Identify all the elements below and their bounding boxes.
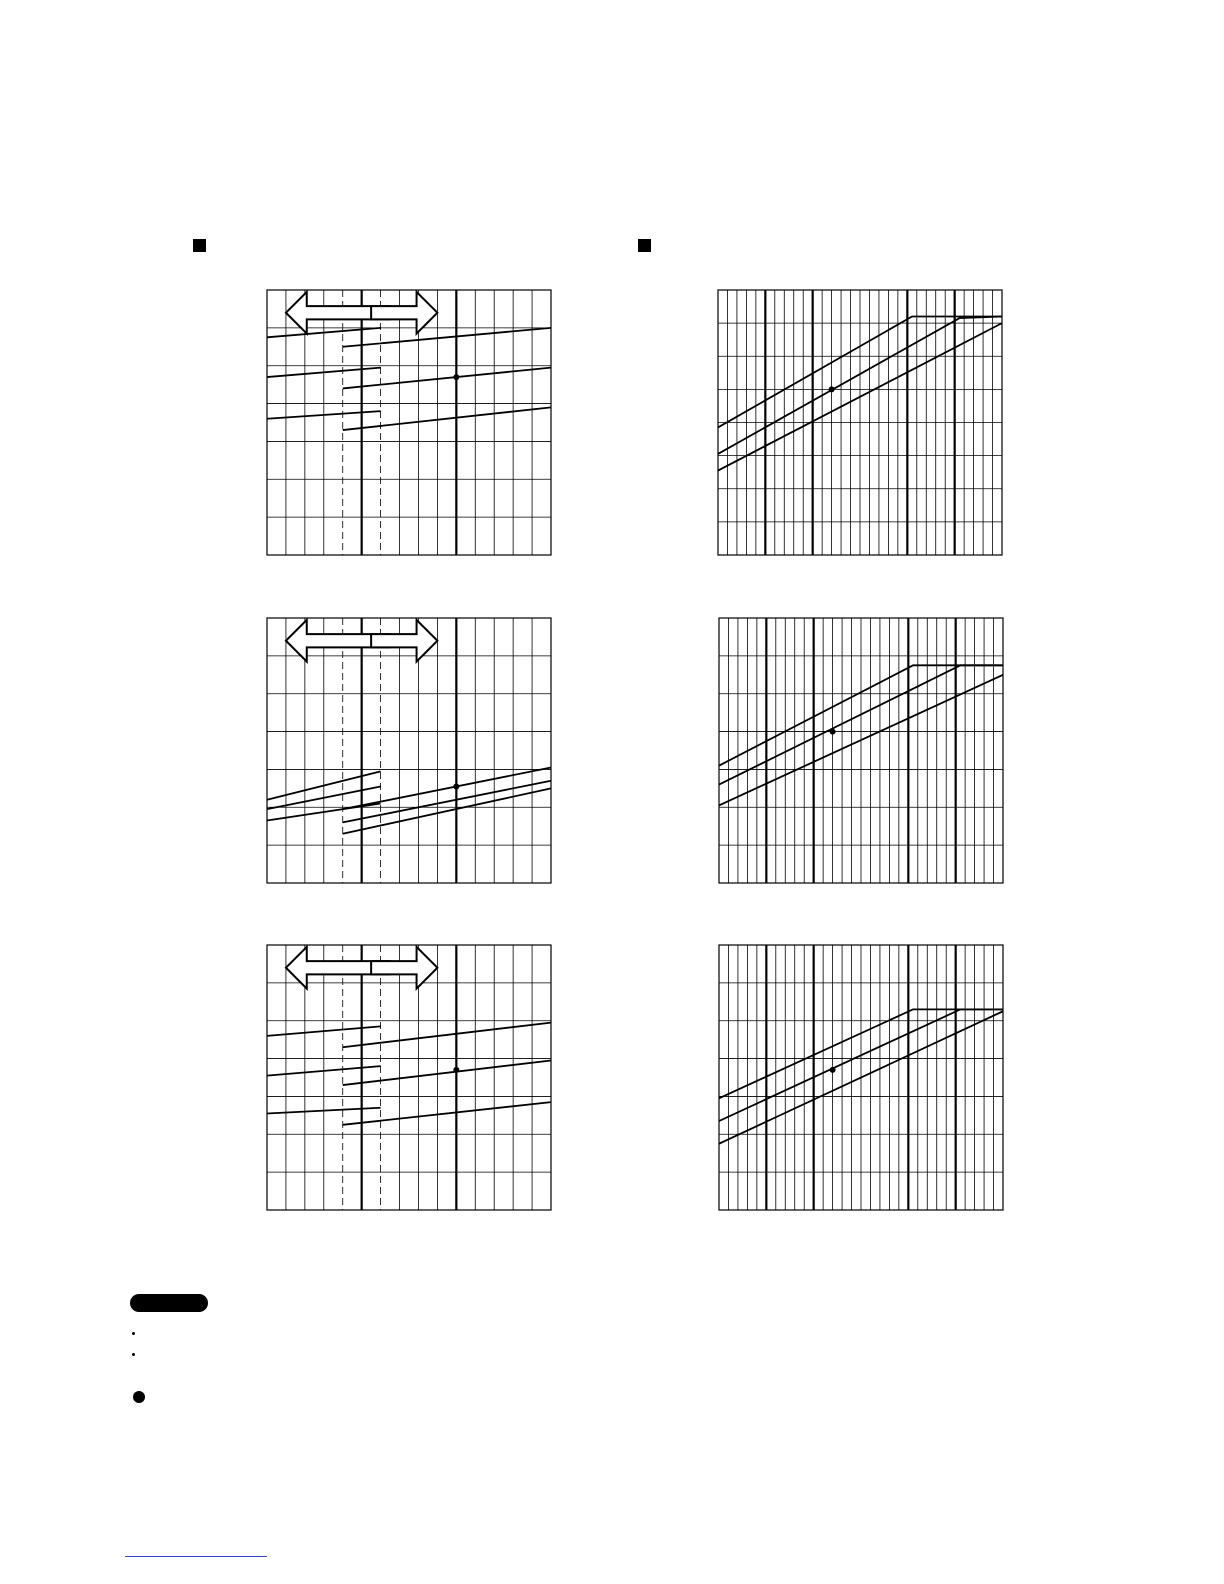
arrow-right-icon bbox=[371, 292, 437, 334]
data-point-marker bbox=[453, 783, 459, 789]
data-point-marker bbox=[830, 729, 836, 735]
note-badge-icon bbox=[130, 1294, 208, 1312]
chart-left-bottom bbox=[266, 944, 552, 1211]
data-point-marker bbox=[453, 1067, 459, 1073]
section-marker-left-icon bbox=[193, 239, 206, 252]
chart-right-middle bbox=[718, 617, 1004, 884]
series-line-2 bbox=[343, 1060, 551, 1085]
series-line-2 bbox=[343, 368, 551, 389]
footer-link-underline[interactable] bbox=[125, 1556, 267, 1557]
arrow-right-icon bbox=[371, 947, 437, 989]
arrow-right-icon bbox=[371, 620, 437, 662]
chart-right-bottom bbox=[718, 944, 1004, 1211]
note-bullet-icon bbox=[132, 1353, 135, 1356]
filled-circle-icon bbox=[133, 1391, 145, 1403]
chart-right-top bbox=[717, 289, 1003, 556]
note-bullet-icon bbox=[132, 1332, 135, 1335]
data-point-marker bbox=[830, 1067, 836, 1073]
series-line-1 bbox=[343, 328, 551, 347]
section-marker-right-icon bbox=[638, 239, 651, 252]
chart-left-top bbox=[266, 289, 552, 556]
data-point-marker bbox=[829, 386, 835, 392]
series-line-3 bbox=[343, 1102, 551, 1125]
series-line-3 bbox=[343, 788, 551, 833]
data-point-marker bbox=[453, 374, 459, 380]
plot-frame bbox=[267, 618, 551, 883]
chart-left-middle bbox=[266, 617, 552, 884]
